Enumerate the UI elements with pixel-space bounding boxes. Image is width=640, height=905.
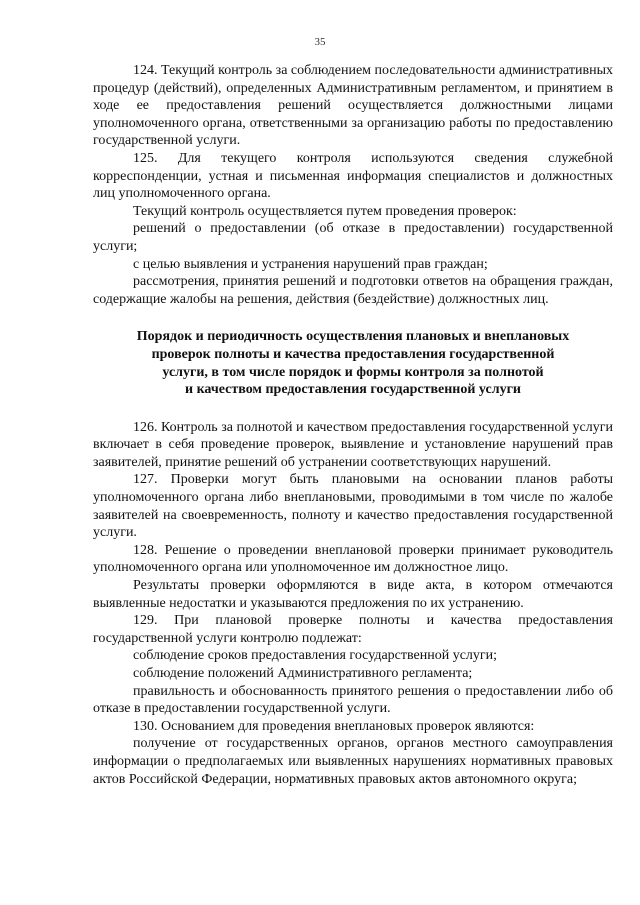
- paragraph-124: 124. Текущий контроль за соблюдением последовательности административных процедур (действий), определенных Административным регламентом, и принятием в ходе ее предоставления решений осуществляется должностными лицами уполномоченного органа, ответственными за организацию работы по предоставлению государственной услуги.: [93, 63, 614, 149]
- section-heading: [93, 328, 613, 398]
- list-item-information: получение от государственных органов, органов местного самоуправления информации о предполагаемых или выявленных нарушениях нормативных правовых актов Российской Федерации, нормативных правовых актов автономного округа;: [93, 736, 613, 787]
- list-item-correctness: правильность и обоснованность принятого решения о предоставлении либо об отказе в предоставлении государственной услуги.: [93, 683, 613, 717]
- list-item-decisions: решений о предоставлении (об отказе в предоставлении) государственной услуги;: [93, 221, 613, 254]
- list-item-appeals: рассмотрения, принятия решений и подготовки ответов на обращения граждан, содержащие жалобы на решения, действия (бездействие) должностных лиц.: [93, 274, 613, 307]
- paragraph-127: 127. Проверки могут быть плановыми на основании планов работы уполномоченного органа либо внеплановыми, проводимыми в том числе по жалобе заявителей на своевременность, полноту и качество предоставления государственной услуги.: [93, 472, 613, 541]
- heading-line: проверок полноты и качества предоставления государственной: [151, 346, 555, 362]
- heading-line: и качеством предоставления государственной услуги: [185, 382, 521, 398]
- list-item-deadlines: соблюдение сроков предоставления государственной услуги;: [133, 648, 498, 664]
- page-number: 35: [314, 36, 326, 48]
- list-item-regulation: соблюдение положений Административного регламента;: [133, 666, 473, 681]
- list-item-violations: с целью выявления и устранения нарушений прав граждан;: [133, 256, 488, 272]
- paragraph-130: 130. Основанием для проведения внеплановых проверок являются:: [133, 718, 535, 734]
- paragraph-126: 126. Контроль за полнотой и качеством предоставления государственной услуги включает в себя проведение проверок, выявление и установление нарушений прав заявителей, принятие решений об устранении соответствующих нарушений.: [93, 419, 613, 470]
- paragraph-125: 125. Для текущего контроля используются сведения служебной корреспонденции, устная и письменная информация специалистов и должностных лиц уполномоченного органа.: [93, 150, 613, 202]
- paragraph-129: 129. При плановой проверке полноты и качества предоставления государственной услуги контролю подлежат:: [93, 613, 613, 646]
- paragraph-128: 128. Решение о проведении внеплановой проверки принимает руководитель уполномоченного органа или уполномоченное им должностное лицо.: [93, 542, 613, 576]
- document-body: [93, 62, 613, 788]
- heading-line: Порядок и периодичность осуществления плановых и внеплановых: [136, 329, 570, 345]
- heading-line: услуги, в том числе порядок и формы контроля за полнотой: [162, 364, 544, 380]
- paragraph-results: Результаты проверки оформляются в виде акта, в котором отмечаются выявленные недостатки и указываются предложения по их устранению.: [93, 578, 613, 611]
- paragraph-checks-intro: Текущий контроль осуществляется путем проведения проверок:: [133, 203, 517, 219]
